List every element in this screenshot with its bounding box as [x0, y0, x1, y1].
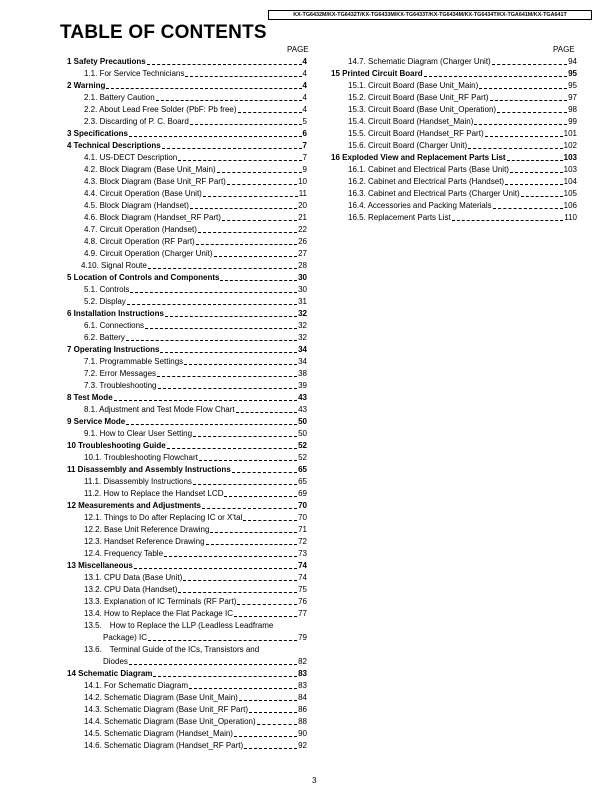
toc-entry-page-number: 5 — [302, 117, 307, 126]
toc-entry-title: 6 Installation Instructions — [67, 309, 164, 318]
toc-section-entry[interactable] — [331, 140, 577, 152]
dot-leader — [497, 112, 567, 113]
toc-chapter-entry[interactable] — [67, 308, 307, 320]
toc-entry-title: 14.4. Schematic Diagram (Base Unit_Operation) — [84, 717, 256, 726]
toc-entry-page-number: 110 — [564, 213, 577, 222]
toc-entry-title: 2.3. Discarding of P. C. Board — [84, 117, 189, 126]
dot-leader — [257, 724, 297, 725]
toc-entry-page-number: 21 — [298, 213, 307, 222]
toc-section-entry[interactable] — [67, 716, 307, 728]
toc-entry-title: 3 Specifications — [67, 129, 128, 138]
toc-entry-title: 4.5. Block Diagram (Handset) — [84, 201, 189, 210]
toc-chapter-entry[interactable] — [67, 560, 307, 572]
toc-section-entry[interactable] — [67, 284, 307, 296]
dot-leader — [220, 280, 297, 281]
dot-leader — [243, 520, 297, 521]
toc-section-entry[interactable] — [67, 476, 307, 488]
toc-chapter-entry[interactable] — [67, 56, 307, 68]
toc-entry-page-number: 102 — [563, 141, 577, 150]
toc-entry-title: 16.4. Accessories and Packing Materials — [348, 201, 492, 210]
toc-entry-title: 16.2. Cabinet and Electrical Parts (Handset) — [348, 177, 505, 186]
dot-leader — [510, 172, 563, 173]
toc-entry-title: 4.10. Signal Route — [81, 261, 147, 270]
page-column-label-left: PAGE — [287, 45, 309, 54]
toc-section-entry[interactable] — [331, 200, 577, 212]
toc-chapter-entry[interactable] — [67, 464, 307, 476]
toc-entry-page-number: 88 — [298, 717, 307, 726]
toc-entry-page-number: 101 — [563, 129, 577, 138]
toc-entry-title-line2 — [84, 632, 307, 644]
toc-entry-title: 4.7. Circuit Operation (Handset) — [84, 225, 197, 234]
toc-chapter-entry[interactable] — [67, 80, 307, 92]
toc-section-entry[interactable] — [67, 452, 307, 464]
toc-section-entry[interactable] — [67, 548, 307, 560]
toc-entry-title: 5.1. Controls — [84, 285, 130, 294]
toc-section-entry[interactable] — [67, 116, 307, 128]
toc-entry-title-line2 — [84, 656, 307, 668]
toc-entry-page-number: 95 — [568, 81, 577, 90]
dot-leader — [114, 400, 297, 401]
toc-section-entry[interactable] — [67, 740, 307, 752]
footer-page-number: 3 — [312, 776, 317, 785]
toc-entry-page-number: 4 — [302, 69, 307, 78]
toc-entry-title: 2.2. About Lead Free Solder (PbF: Pb free) — [84, 105, 237, 114]
toc-entry-title: 15.1. Circuit Board (Base Unit_Main) — [348, 81, 479, 90]
toc-entry-page-number: 71 — [298, 525, 307, 534]
toc-section-entry[interactable] — [67, 704, 307, 716]
toc-section-entry[interactable] — [67, 356, 307, 368]
toc-entry-page-number: 7 — [302, 153, 307, 162]
dot-leader — [224, 496, 297, 497]
toc-entry-page-number: 20 — [298, 201, 307, 210]
toc-entry-page-number: 97 — [568, 93, 577, 102]
dot-leader — [193, 484, 297, 485]
toc-entry-title: 13 Miscellaneous — [67, 561, 133, 570]
dot-leader — [157, 376, 297, 377]
toc-entry-title: 8.1. Adjustment and Test Mode Flow Chart — [84, 405, 235, 414]
toc-entry-page-number: 95 — [568, 69, 577, 78]
dot-leader — [153, 676, 297, 677]
toc-section-entry[interactable] — [67, 200, 307, 212]
dot-leader — [184, 364, 297, 365]
toc-right-column — [331, 56, 577, 224]
toc-section-entry[interactable] — [331, 92, 577, 104]
dot-leader — [167, 448, 297, 449]
toc-section-entry[interactable] — [331, 128, 577, 140]
toc-entry-page-number: 76 — [298, 597, 307, 606]
toc-section-entry[interactable] — [67, 536, 307, 548]
toc-section-entry[interactable] — [67, 68, 307, 80]
toc-entry-title: 4.1. US-DECT Description — [84, 153, 178, 162]
toc-entry-page-number: 82 — [298, 657, 307, 666]
toc-left-list — [67, 56, 307, 620]
toc-entry-title: 4.6. Block Diagram (Handset_RF Part) — [84, 213, 221, 222]
toc-section-entry[interactable] — [331, 80, 577, 92]
dot-leader — [156, 100, 302, 101]
toc-entry-title: 15 Printed Circuit Board — [331, 69, 423, 78]
dot-leader — [196, 244, 297, 245]
toc-section-entry[interactable] — [67, 680, 307, 692]
toc-section-entry[interactable] — [67, 584, 307, 596]
dot-leader — [424, 76, 568, 77]
toc-section-entry[interactable] — [67, 404, 307, 416]
toc-section-entry[interactable] — [331, 164, 577, 176]
toc-entry-title: 11.1. Disassembly Instructions — [84, 477, 192, 486]
toc-entry-page-number: 27 — [298, 249, 307, 258]
toc-entry-title-continued: Diodes — [103, 657, 128, 666]
dot-leader — [206, 544, 298, 545]
toc-entry-page-number: 77 — [298, 609, 307, 618]
toc-section-entry[interactable] — [67, 296, 307, 308]
toc-entry-title: 16.3. Cabinet and Electrical Parts (Charger Unit) — [348, 189, 520, 198]
toc-entry-title: 14.7. Schematic Diagram (Charger Unit) — [348, 57, 491, 66]
toc-left-tail-list — [67, 668, 307, 752]
dot-leader — [183, 580, 297, 581]
page-column-label-right: PAGE — [553, 45, 575, 54]
toc-entry-title-line1 — [84, 644, 307, 656]
dot-leader — [222, 220, 297, 221]
dot-leader — [214, 256, 298, 257]
toc-section-entry[interactable] — [67, 188, 307, 200]
toc-entry-title: 4.8. Circuit Operation (RF Part) — [84, 237, 195, 246]
toc-entry-title: 12.3. Handset Reference Drawing — [84, 537, 205, 546]
page-title: TABLE OF CONTENTS — [60, 22, 267, 43]
dot-leader — [485, 136, 563, 137]
toc-entry-page-number: 43 — [298, 405, 307, 414]
toc-entry-title: 7.1. Programmable Settings — [84, 357, 184, 366]
toc-section-entry[interactable] — [67, 596, 307, 608]
toc-section-entry[interactable] — [67, 260, 307, 272]
toc-entry-title: 6.1. Connections — [84, 321, 145, 330]
toc-entry-page-number: 70 — [298, 513, 307, 522]
toc-entry-title: 10.1. Troubleshooting Flowchart — [84, 453, 198, 462]
toc-entry-title: 11.2. How to Replace the Handset LCD — [84, 489, 224, 498]
toc-entry-page-number: 73 — [298, 549, 307, 558]
toc-entry-title: 14.3. Schematic Diagram (Base Unit_RF Part) — [84, 705, 249, 714]
toc-entry-title: 9 Service Mode — [67, 417, 126, 426]
toc-entry-title: 5 Location of Controls and Components — [67, 273, 220, 282]
dot-leader — [199, 460, 297, 461]
toc-entry-title: 11 Disassembly and Assembly Instructions — [67, 465, 231, 474]
dot-leader — [185, 76, 301, 77]
dot-leader — [468, 148, 562, 149]
dot-leader — [126, 340, 297, 341]
toc-chapter-entry[interactable] — [67, 344, 307, 356]
toc-section-entry[interactable] — [67, 92, 307, 104]
toc-entry-page-number: 70 — [298, 501, 307, 510]
dot-leader — [126, 424, 297, 425]
toc-entry-page-number: 74 — [298, 561, 307, 570]
toc-entry-title: 5.2. Display — [84, 297, 126, 306]
dot-leader — [178, 160, 301, 161]
dot-leader — [490, 100, 568, 101]
toc-entry-page-number: 98 — [568, 105, 577, 114]
toc-entry-title: Terminal Guide of the ICs, Transistors and — [109, 645, 260, 654]
dot-leader — [244, 748, 297, 749]
dot-leader — [148, 640, 297, 641]
toc-entry-title: 4.3. Block Diagram (Base Unit_RF Part) — [84, 177, 226, 186]
model-numbers-header: KX-TG6432M/KX-TG6432T/KX-TG6433M/KX-TG6433T/KX-TG6434M/KX-TG6434T/KX-TGA641M/KX-TGA641T — [268, 10, 592, 20]
toc-section-entry[interactable] — [67, 212, 307, 224]
dot-leader — [238, 112, 302, 113]
toc-section-entry[interactable] — [331, 212, 577, 224]
toc-entry-title: 15.2. Circuit Board (Base Unit_RF Part) — [348, 93, 489, 102]
toc-entry-title: 12.2. Base Unit Reference Drawing — [84, 525, 210, 534]
toc-section-entry[interactable] — [67, 728, 307, 740]
toc-right-list — [331, 56, 577, 224]
toc-entry-title: How to Replace the LLP (Leadless Leadframe — [109, 621, 274, 630]
toc-entry-title: 15.5. Circuit Board (Handset_RF Part) — [348, 129, 484, 138]
toc-section-entry[interactable] — [67, 236, 307, 248]
toc-section-entry[interactable] — [331, 176, 577, 188]
toc-entry-number: 13.6. — [84, 645, 102, 654]
toc-entry-title: 13.2. CPU Data (Handset) — [84, 585, 178, 594]
dot-leader — [505, 184, 563, 185]
dot-leader — [129, 664, 297, 665]
toc-entry-title: 14.1. For Schematic Diagram — [84, 681, 189, 690]
dot-leader — [158, 388, 298, 389]
dot-leader — [165, 316, 297, 317]
toc-entry-page-number: 69 — [298, 489, 307, 498]
toc-entry-page-number: 84 — [298, 693, 307, 702]
toc-entry-page-number: 106 — [563, 201, 577, 210]
dot-leader — [234, 736, 297, 737]
toc-entry-page-number: 4 — [302, 81, 307, 90]
toc-section-entry[interactable] — [67, 380, 307, 392]
toc-entry-title: 2 Warning — [67, 81, 106, 90]
toc-chapter-entry[interactable] — [67, 140, 307, 152]
dot-leader — [129, 136, 302, 137]
toc-entry-title: 1.1. For Service Technicians — [84, 69, 185, 78]
toc-entry-page-number: 94 — [568, 57, 577, 66]
dot-leader — [249, 712, 297, 713]
toc-entry-title: 7.2. Error Messages — [84, 369, 157, 378]
dot-leader — [217, 172, 302, 173]
dot-leader — [203, 196, 298, 197]
toc-entry-page-number: 99 — [568, 117, 577, 126]
toc-entry-title-continued: Package) IC — [103, 633, 148, 642]
toc-entry-title: 14.5. Schematic Diagram (Handset_Main) — [84, 729, 233, 738]
dot-leader — [106, 88, 301, 89]
toc-entry-title: 4.9. Circuit Operation (Charger Unit) — [84, 249, 213, 258]
toc-entry-page-number: 4 — [302, 105, 307, 114]
toc-entry-page-number: 30 — [298, 273, 307, 282]
dot-leader — [198, 232, 297, 233]
toc-left-wrapped-list — [67, 620, 307, 668]
toc-entry-page-number: 32 — [298, 321, 307, 330]
toc-entry-page-number: 103 — [563, 165, 577, 174]
toc-entry-title: 16.1. Cabinet and Electrical Parts (Base Unit) — [348, 165, 509, 174]
toc-entry-page-number: 32 — [298, 333, 307, 342]
toc-entry-page-number: 30 — [298, 285, 307, 294]
dot-leader — [479, 88, 567, 89]
toc-entry-title: 12.4. Frequency Table — [84, 549, 164, 558]
toc-chapter-entry[interactable] — [67, 272, 307, 284]
dot-leader — [193, 436, 297, 437]
toc-entry-title: 14 Schematic Diagram — [67, 669, 153, 678]
dot-leader — [237, 604, 297, 605]
toc-entry-title: 16.5. Replacement Parts List — [348, 213, 451, 222]
toc-section-entry[interactable] — [67, 332, 307, 344]
dot-leader — [164, 556, 297, 557]
dot-leader — [190, 208, 297, 209]
dot-leader — [239, 700, 297, 701]
dot-leader — [232, 472, 297, 473]
toc-entry-title: 13.4. How to Replace the Flat Package IC — [84, 609, 233, 618]
dot-leader — [493, 208, 563, 209]
toc-section-entry[interactable] — [67, 428, 307, 440]
toc-entry-title: 6.2. Battery — [84, 333, 125, 342]
toc-section-entry[interactable] — [67, 488, 307, 500]
toc-entry-title: 4.2. Block Diagram (Base Unit_Main) — [84, 165, 216, 174]
toc-entry-page-number: 79 — [298, 633, 307, 642]
toc-chapter-entry[interactable] — [67, 416, 307, 428]
toc-section-entry[interactable] — [67, 320, 307, 332]
toc-entry-title: 13.1. CPU Data (Base Unit) — [84, 573, 183, 582]
toc-section-entry[interactable] — [331, 116, 577, 128]
toc-section-entry[interactable] — [331, 104, 577, 116]
toc-entry-title: 14.6. Schematic Diagram (Handset_RF Part) — [84, 741, 244, 750]
dot-leader — [145, 328, 297, 329]
toc-entry-page-number: 90 — [298, 729, 307, 738]
dot-leader — [507, 160, 563, 161]
toc-chapter-entry[interactable] — [67, 440, 307, 452]
toc-entry-page-number: 43 — [298, 393, 307, 402]
toc-entry-page-number: 72 — [298, 537, 307, 546]
toc-entry-page-number: 4 — [302, 93, 307, 102]
toc-entry-title: 16 Exploded View and Replacement Parts List — [331, 153, 506, 162]
toc-entry-title: 7 Operating Instructions — [67, 345, 160, 354]
dot-leader — [210, 532, 297, 533]
dot-leader — [189, 688, 297, 689]
toc-chapter-entry[interactable] — [67, 500, 307, 512]
dot-leader — [162, 148, 302, 149]
dot-leader — [474, 124, 567, 125]
toc-entry-page-number: 34 — [298, 345, 307, 354]
dot-leader — [492, 64, 567, 65]
toc-chapter-entry[interactable] — [331, 152, 577, 164]
toc-section-entry[interactable] — [67, 368, 307, 380]
toc-section-entry[interactable] — [67, 152, 307, 164]
toc-left-column — [67, 56, 307, 752]
toc-entry-title: 7.3. Troubleshooting — [84, 381, 157, 390]
toc-entry-page-number: 38 — [298, 369, 307, 378]
dot-leader — [227, 184, 297, 185]
toc-entry-page-number: 65 — [298, 477, 307, 486]
toc-section-entry[interactable] — [67, 620, 307, 644]
toc-entry-title: 12 Measurements and Adjustments — [67, 501, 201, 510]
toc-entry-page-number: 65 — [298, 465, 307, 474]
toc-section-entry[interactable] — [331, 56, 577, 68]
toc-chapter-entry[interactable] — [67, 668, 307, 680]
toc-section-entry[interactable] — [67, 248, 307, 260]
toc-entry-page-number: 105 — [563, 189, 577, 198]
dot-leader — [147, 64, 302, 65]
toc-section-entry[interactable] — [67, 104, 307, 116]
toc-entry-page-number: 50 — [298, 417, 307, 426]
toc-entry-title: 12.1. Things to Do after Replacing IC or X'tal — [84, 513, 243, 522]
toc-entry-title: 2.1. Battery Caution — [84, 93, 155, 102]
dot-leader — [234, 616, 297, 617]
toc-entry-page-number: 83 — [298, 669, 307, 678]
dot-leader — [148, 268, 297, 269]
toc-entry-title: 8 Test Mode — [67, 393, 113, 402]
toc-section-entry[interactable] — [67, 176, 307, 188]
toc-section-entry[interactable] — [67, 524, 307, 536]
toc-entry-title: 4 Technical Descriptions — [67, 141, 161, 150]
toc-entry-page-number: 34 — [298, 357, 307, 366]
toc-entry-page-number: 26 — [298, 237, 307, 246]
toc-entry-title: 10 Troubleshooting Guide — [67, 441, 166, 450]
toc-entry-page-number: 6 — [302, 129, 307, 138]
toc-entry-title: 15.3. Circuit Board (Base Unit_Operation) — [348, 105, 497, 114]
toc-entry-page-number: 50 — [298, 429, 307, 438]
dot-leader — [160, 352, 297, 353]
toc-entry-title: 15.6. Circuit Board (Charger Unit) — [348, 141, 468, 150]
toc-entry-page-number: 104 — [563, 177, 577, 186]
toc-entry-page-number: 83 — [298, 681, 307, 690]
dot-leader — [236, 412, 297, 413]
toc-entry-page-number: 86 — [298, 705, 307, 714]
toc-entry-page-number: 103 — [563, 153, 577, 162]
toc-entry-page-number: 31 — [298, 297, 307, 306]
toc-entry-page-number: 32 — [298, 309, 307, 318]
toc-entry-title-line1 — [84, 620, 307, 632]
toc-entry-title: 14.2. Schematic Diagram (Base Unit_Main) — [84, 693, 238, 702]
toc-section-entry[interactable] — [67, 512, 307, 524]
toc-entry-page-number: 4 — [302, 57, 307, 66]
toc-entry-page-number: 75 — [298, 585, 307, 594]
toc-entry-page-number: 9 — [302, 165, 307, 174]
toc-entry-page-number: 11 — [298, 189, 307, 198]
dot-leader — [178, 592, 297, 593]
toc-entry-page-number: 22 — [298, 225, 307, 234]
toc-entry-page-number: 92 — [298, 741, 307, 750]
dot-leader — [521, 196, 563, 197]
dot-leader — [127, 304, 297, 305]
toc-entry-title: 13.3. Explanation of IC Terminals (RF Part) — [84, 597, 237, 606]
toc-entry-page-number: 10 — [298, 177, 307, 186]
toc-entry-title: 9.1. How to Clear User Setting — [84, 429, 193, 438]
toc-chapter-entry[interactable] — [331, 68, 577, 80]
toc-section-entry[interactable] — [331, 188, 577, 200]
toc-section-entry[interactable] — [67, 224, 307, 236]
toc-entry-page-number: 7 — [302, 141, 307, 150]
dot-leader — [452, 220, 564, 221]
toc-entry-title: 4.4. Circuit Operation (Base Unit) — [84, 189, 202, 198]
toc-section-entry[interactable] — [67, 608, 307, 620]
dot-leader — [190, 124, 302, 125]
dot-leader — [202, 508, 297, 509]
dot-leader — [130, 292, 297, 293]
toc-entry-title: 15.4. Circuit Board (Handset_Main) — [348, 117, 474, 126]
toc-chapter-entry[interactable] — [67, 392, 307, 404]
toc-entry-page-number: 39 — [298, 381, 307, 390]
toc-entry-page-number: 52 — [298, 441, 307, 450]
toc-section-entry[interactable] — [67, 572, 307, 584]
toc-entry-title: 1 Safety Precautions — [67, 57, 146, 66]
toc-chapter-entry[interactable] — [67, 128, 307, 140]
toc-entry-page-number: 52 — [298, 453, 307, 462]
toc-entry-page-number: 28 — [298, 261, 307, 270]
dot-leader — [134, 568, 297, 569]
toc-section-entry[interactable] — [67, 692, 307, 704]
toc-section-entry[interactable] — [67, 644, 307, 668]
toc-section-entry[interactable] — [67, 164, 307, 176]
toc-entry-page-number: 74 — [298, 573, 307, 582]
toc-entry-number: 13.5. — [84, 621, 102, 630]
